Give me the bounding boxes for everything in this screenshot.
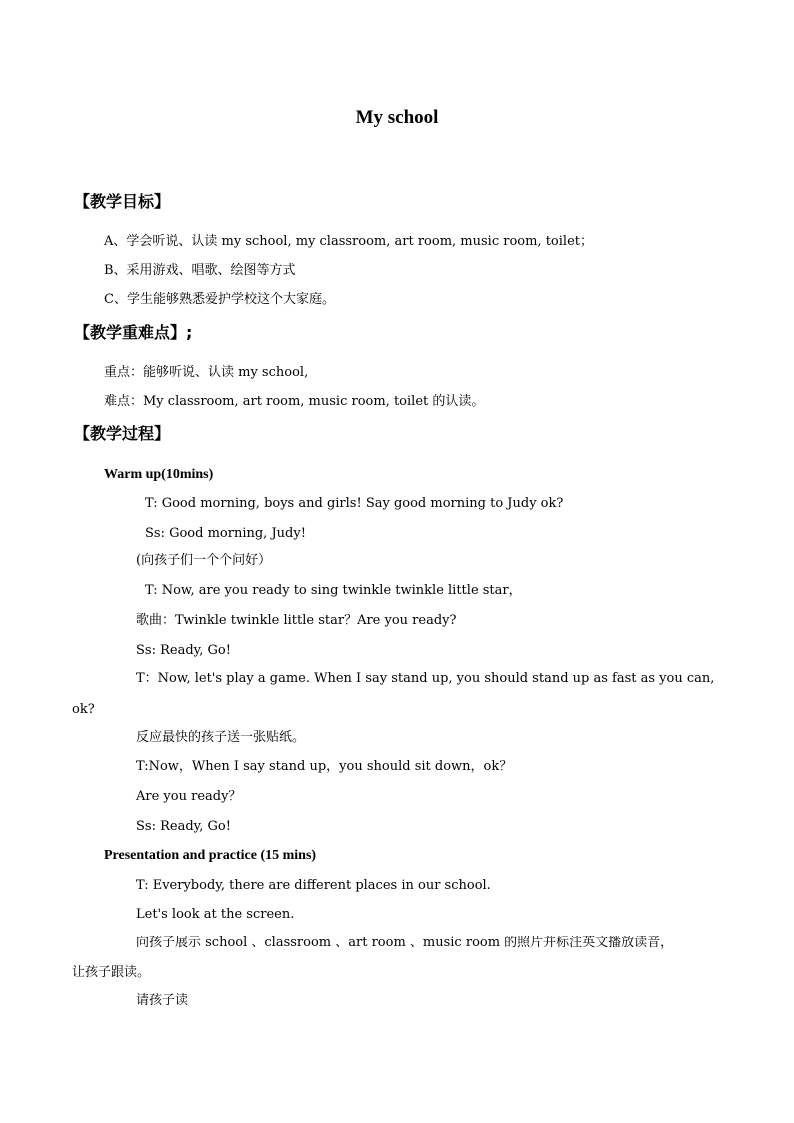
warmup-line: T:Now，When I say stand up，you should sit down，ok？ xyxy=(136,759,513,774)
objectives-heading: 【教学目标】 xyxy=(74,192,171,211)
objective-item: C、学生能够熟悉爱护学校这个大家庭。 xyxy=(104,292,335,307)
process-heading: 【教学过程】 xyxy=(74,424,171,443)
objective-item: B、采用游戏、唱歌、绘图等方式 xyxy=(104,263,296,278)
warmup-line: T: Good morning, boys and girls! Say good morning to Judy ok? xyxy=(145,496,564,511)
key-point: 重点：能够听说、认读 my school, xyxy=(104,365,309,380)
presentation-line: 请孩子读 xyxy=(136,993,189,1008)
warmup-line: ok? xyxy=(72,702,95,717)
warmup-title: Warm up(10mins) xyxy=(104,467,214,482)
warmup-line: Ss: Ready, Go! xyxy=(136,643,231,658)
objective-item: A、学会听说、认读 my school, my classroom, art room, music room, toilet； xyxy=(104,234,593,249)
presentation-title: Presentation and practice (15 mins) xyxy=(104,848,317,863)
warmup-line: (向孩子们一个个问好） xyxy=(136,553,272,568)
warmup-line: Ss: Ready, Go! xyxy=(136,819,231,834)
warmup-line: Are you ready？ xyxy=(136,789,242,804)
presentation-line: T: Everybody, there are different places in our school. xyxy=(136,878,491,893)
warmup-line: 歌曲：Twinkle twinkle little star？Are you ready? xyxy=(136,613,457,628)
warmup-line: T：Now, let's play a game. When I say stand up, you should stand up as fast as you can, xyxy=(136,672,715,685)
difficult-point: 难点：My classroom, art room, music room, toilet 的认读。 xyxy=(104,394,485,409)
presentation-line: Let's look at the screen. xyxy=(136,907,295,922)
presentation-line: 向孩子展示 school 、classroom 、art room 、music room 的照片并标注英文播放读音， xyxy=(136,936,674,949)
key-points-heading: 【教学重难点】; xyxy=(74,323,193,342)
warmup-line: T: Now, are you ready to sing twinkle twinkle little star， xyxy=(145,583,522,598)
warmup-line: Ss: Good morning, Judy! xyxy=(145,526,306,541)
document-title: My school xyxy=(355,107,439,128)
warmup-line: 反应最快的孩子送一张贴纸。 xyxy=(136,730,306,745)
presentation-line: 让孩子跟读。 xyxy=(72,965,151,980)
